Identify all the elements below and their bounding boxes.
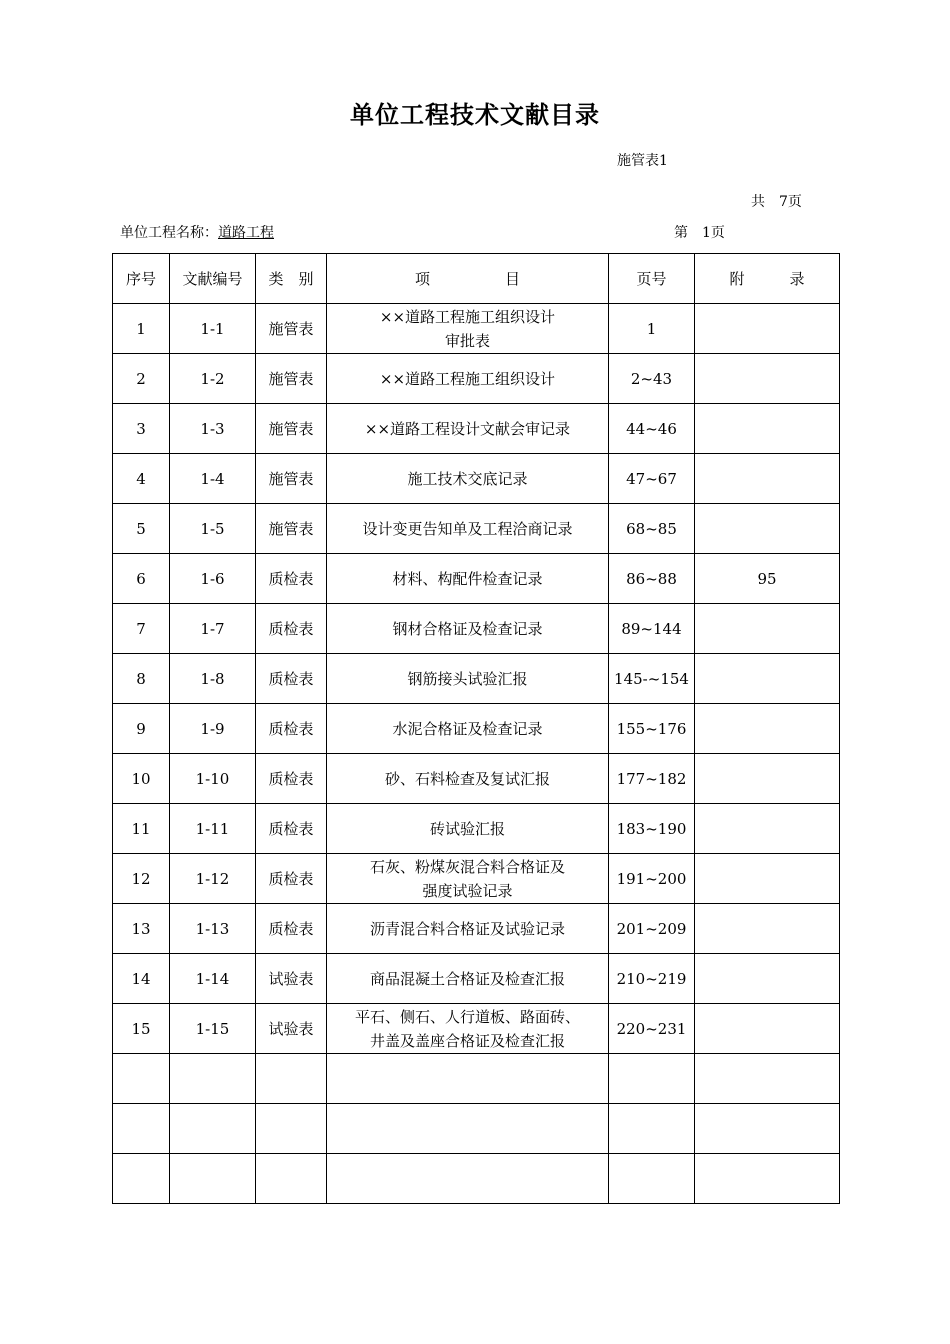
cell-item <box>327 354 609 404</box>
header-doc-no: 文献编号 <box>170 254 256 304</box>
cell-appendix <box>695 754 840 804</box>
cell-appendix <box>695 954 840 1004</box>
table-row <box>113 904 840 954</box>
cell-seq: 8 <box>113 654 170 704</box>
cell-doc-no <box>170 1154 256 1204</box>
cell-category: 施管表 <box>256 454 327 504</box>
table-row <box>113 1054 840 1104</box>
cell-category <box>256 1104 327 1154</box>
cell-category: 质检表 <box>256 704 327 754</box>
cell-appendix <box>695 304 840 354</box>
item-line: 材料、构配件检查记录 <box>392 569 543 588</box>
item-line: 商品混凝土合格证及检查汇报 <box>369 969 565 988</box>
cell-doc-no <box>170 1104 256 1154</box>
cell-page: 1 <box>609 304 695 354</box>
cell-appendix <box>695 404 840 454</box>
cell-category <box>256 1154 327 1204</box>
item-line: 设计变更告知单及工程洽商记录 <box>362 519 573 538</box>
cell-item <box>327 454 609 504</box>
cell-doc-no: 1-10 <box>170 754 256 804</box>
cell-category <box>256 1054 327 1104</box>
item-line-2: 强度试验记录 <box>422 881 513 900</box>
header-row <box>113 254 840 304</box>
cell-page: 210~219 <box>609 954 695 1004</box>
cell-appendix <box>695 454 840 504</box>
table-row <box>113 754 840 804</box>
cell-item <box>327 1154 609 1204</box>
table-row <box>113 1004 840 1054</box>
item-line: 石灰、粉煤灰混合料合格证及 <box>369 857 565 876</box>
table-row <box>113 954 840 1004</box>
cell-seq: 13 <box>113 904 170 954</box>
cell-item <box>327 554 609 604</box>
cell-appendix <box>695 354 840 404</box>
cell-seq: 7 <box>113 604 170 654</box>
item-line-2: 审批表 <box>444 331 490 350</box>
unit-name-line <box>120 222 274 242</box>
cell-page: 201~209 <box>609 904 695 954</box>
table-row <box>113 704 840 754</box>
cell-category: 质检表 <box>256 604 327 654</box>
cell-page: 191~200 <box>609 854 695 904</box>
cell-page <box>609 1154 695 1204</box>
cell-item <box>327 404 609 454</box>
cell-category: 施管表 <box>256 404 327 454</box>
cell-appendix <box>695 1104 840 1154</box>
cell-page <box>609 1054 695 1104</box>
cell-seq: 5 <box>113 504 170 554</box>
cell-category: 施管表 <box>256 304 327 354</box>
cell-page: 155~176 <box>609 704 695 754</box>
table-row <box>113 504 840 554</box>
form-code: 施管表1 <box>617 153 668 169</box>
cell-doc-no: 1-8 <box>170 654 256 704</box>
table-row <box>113 604 840 654</box>
table-row <box>113 804 840 854</box>
cell-page: 177~182 <box>609 754 695 804</box>
cell-doc-no: 1-5 <box>170 504 256 554</box>
cell-doc-no: 1-9 <box>170 704 256 754</box>
cell-category: 试验表 <box>256 1004 327 1054</box>
cell-page: 2~43 <box>609 354 695 404</box>
cell-doc-no: 1-6 <box>170 554 256 604</box>
cell-seq: 9 <box>113 704 170 754</box>
item-line: 砂、石料检查及复试汇报 <box>384 769 550 788</box>
page-number: 第 1页 <box>674 225 725 241</box>
cell-item <box>327 654 609 704</box>
total-pages: 共 7页 <box>751 194 802 210</box>
document-title: 单位工程技术文献目录 <box>350 101 600 129</box>
table-row <box>113 554 840 604</box>
item-line: 水泥合格证及检查记录 <box>392 719 543 738</box>
table-row <box>113 654 840 704</box>
catalog-table <box>112 253 840 1204</box>
cell-appendix <box>695 904 840 954</box>
cell-appendix <box>695 1054 840 1104</box>
item-line: 平石、侧石、人行道板、路面砖、 <box>354 1007 580 1026</box>
header-seq: 序号 <box>113 254 170 304</box>
cell-item <box>327 604 609 654</box>
cell-item <box>327 1054 609 1104</box>
cell-category: 质检表 <box>256 904 327 954</box>
cell-doc-no: 1-12 <box>170 854 256 904</box>
cell-category: 施管表 <box>256 354 327 404</box>
cell-category: 质检表 <box>256 854 327 904</box>
cell-item <box>327 304 609 354</box>
cell-appendix <box>695 804 840 854</box>
cell-seq: 11 <box>113 804 170 854</box>
unit-name-value: 道路工程 <box>218 225 274 241</box>
cell-page: 89~144 <box>609 604 695 654</box>
cell-seq: 12 <box>113 854 170 904</box>
cell-seq <box>113 1054 170 1104</box>
cell-doc-no: 1-7 <box>170 604 256 654</box>
cell-item <box>327 854 609 904</box>
table-row <box>113 304 840 354</box>
cell-seq: 6 <box>113 554 170 604</box>
cell-doc-no: 1-11 <box>170 804 256 854</box>
cell-appendix: 95 <box>695 554 840 604</box>
cell-item <box>327 1104 609 1154</box>
table-row <box>113 404 840 454</box>
cell-page: 220~231 <box>609 1004 695 1054</box>
cell-category: 试验表 <box>256 954 327 1004</box>
cell-item <box>327 754 609 804</box>
cell-seq <box>113 1154 170 1204</box>
cell-item <box>327 704 609 754</box>
table-row <box>113 454 840 504</box>
cell-seq: 3 <box>113 404 170 454</box>
cell-doc-no: 1-13 <box>170 904 256 954</box>
cell-seq: 4 <box>113 454 170 504</box>
cell-doc-no: 1-4 <box>170 454 256 504</box>
cell-doc-no: 1-1 <box>170 304 256 354</box>
header-item: 项 目 <box>327 254 609 304</box>
item-line: 钢筋接头试验汇报 <box>407 669 528 688</box>
cell-item <box>327 1004 609 1054</box>
unit-name-label: 单位工程名称： <box>120 225 218 241</box>
cell-category: 质检表 <box>256 754 327 804</box>
item-line-2: 井盖及盖座合格证及检查汇报 <box>369 1031 565 1050</box>
cell-doc-no <box>170 1054 256 1104</box>
item-line: ××道路工程施工组织设计 <box>379 369 556 388</box>
cell-page: 183~190 <box>609 804 695 854</box>
cell-doc-no: 1-14 <box>170 954 256 1004</box>
cell-doc-no: 1-2 <box>170 354 256 404</box>
cell-appendix <box>695 1004 840 1054</box>
cell-page: 68~85 <box>609 504 695 554</box>
cell-page: 44~46 <box>609 404 695 454</box>
item-line: 钢材合格证及检查记录 <box>392 619 543 638</box>
cell-appendix <box>695 504 840 554</box>
item-line: ××道路工程施工组织设计 <box>379 307 556 326</box>
cell-seq <box>113 1104 170 1154</box>
cell-page: 47~67 <box>609 454 695 504</box>
cell-appendix <box>695 604 840 654</box>
cell-page: 86~88 <box>609 554 695 604</box>
cell-item <box>327 804 609 854</box>
table-row <box>113 1104 840 1154</box>
cell-category: 质检表 <box>256 654 327 704</box>
table-row <box>113 1154 840 1204</box>
cell-appendix <box>695 854 840 904</box>
cell-doc-no: 1-15 <box>170 1004 256 1054</box>
table-row <box>113 854 840 904</box>
cell-item <box>327 904 609 954</box>
header-category: 类 别 <box>256 254 327 304</box>
header-appendix: 附 录 <box>695 254 840 304</box>
cell-category: 质检表 <box>256 554 327 604</box>
cell-item <box>327 954 609 1004</box>
cell-seq: 10 <box>113 754 170 804</box>
cell-appendix <box>695 1154 840 1204</box>
item-line: 沥青混合料合格证及试验记录 <box>369 919 565 938</box>
cell-category: 施管表 <box>256 504 327 554</box>
cell-category: 质检表 <box>256 804 327 854</box>
item-line: 砖试验汇报 <box>429 819 505 838</box>
item-line: 施工技术交底记录 <box>407 469 528 488</box>
header-page: 页号 <box>609 254 695 304</box>
cell-item <box>327 504 609 554</box>
cell-page: 145-~154 <box>609 654 695 704</box>
cell-doc-no: 1-3 <box>170 404 256 454</box>
cell-seq: 15 <box>113 1004 170 1054</box>
table-row <box>113 354 840 404</box>
cell-seq: 1 <box>113 304 170 354</box>
cell-page <box>609 1104 695 1154</box>
cell-appendix <box>695 654 840 704</box>
cell-seq: 14 <box>113 954 170 1004</box>
cell-appendix <box>695 704 840 754</box>
cell-seq: 2 <box>113 354 170 404</box>
item-line: ××道路工程设计文献会审记录 <box>364 419 571 438</box>
